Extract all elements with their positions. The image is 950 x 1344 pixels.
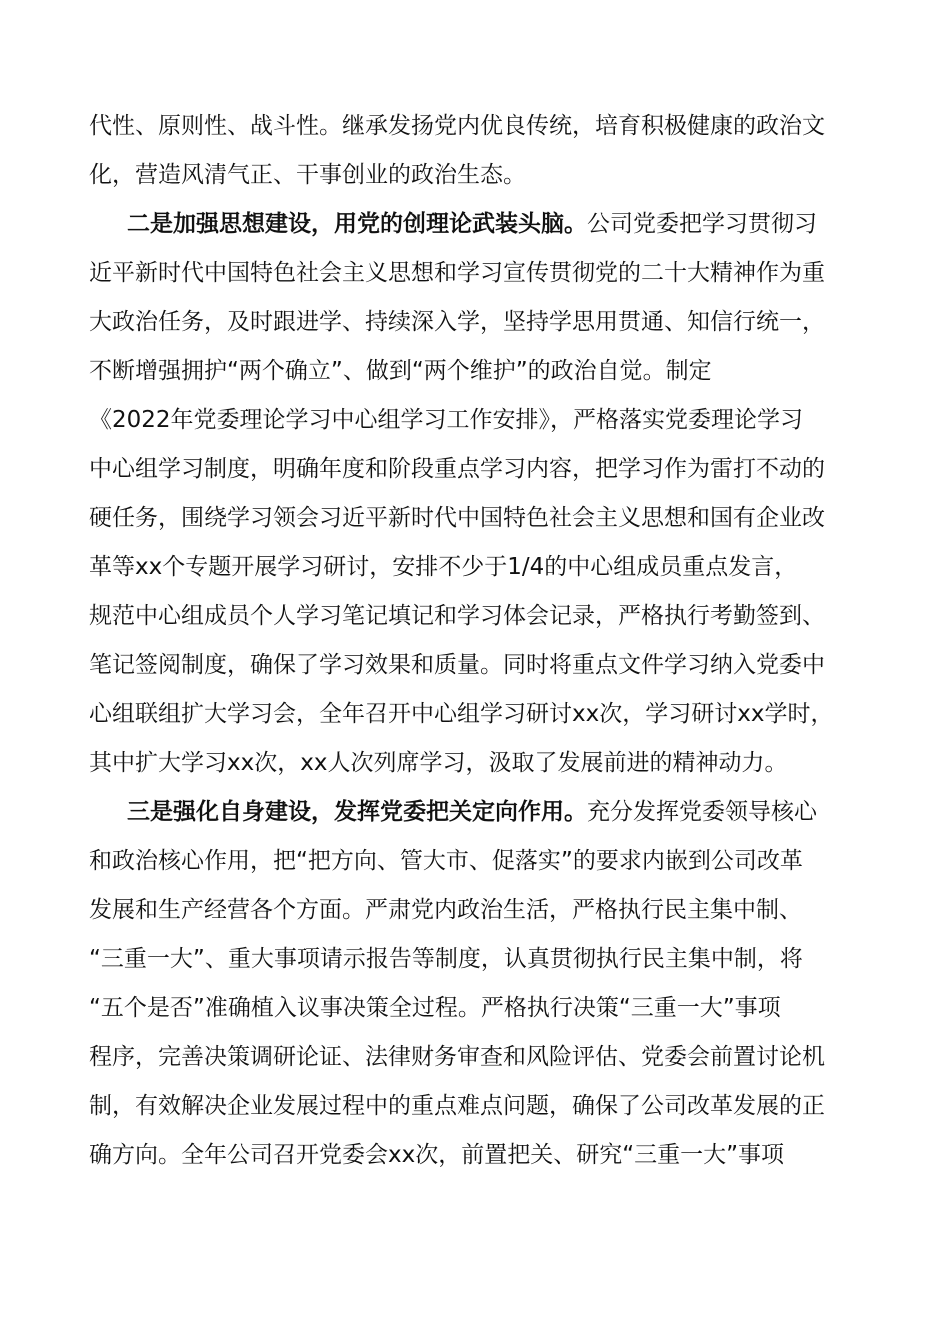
paragraph-1-line-2: 化，营造风清气正、干事创业的政治生态。 [89, 162, 526, 188]
paragraph-2-line-2: 近平新时代中国特色社会主义思想和学习宣传贯彻党的二十大精神作为重 [89, 260, 825, 286]
paragraph-3-line-7: 制，有效解决企业发展过程中的重点难点问题，确保了公司改革发展的正 [89, 1093, 825, 1119]
paragraph-2-line-5: 《2022年党委理论学习中心组学习工作安排》，严格落实党委理论学习 [89, 407, 804, 433]
paragraph-3-line-8: 确方向。全年公司召开党委会xx次，前置把关、研究“三重一大”事项 [89, 1142, 785, 1168]
paragraph-3-line-3: 发展和生产经营各个方面。严肃党内政治生活，严格执行民主集中制、 [89, 897, 802, 923]
paragraph-2-line-8: 革等xx个专题开展学习研讨，安排不少于1/4的中心组成员重点发言， [89, 554, 798, 580]
paragraph-2-line-3: 大政治任务，及时跟进学、持续深入学，坚持学思用贯通、知信行统一， [89, 309, 825, 335]
paragraph-3-first-line-rest: 充分发挥党委领导核心 [587, 799, 817, 825]
paragraph-2-line-9: 规范中心组成员个人学习笔记填记和学习体会记录，严格执行考勤签到、 [89, 603, 825, 629]
paragraph-2-line-11: 心组联组扩大学习会，全年召开中心组学习研讨xx次，学习研讨xx学时， [89, 701, 834, 727]
paragraph-3-line-5: “五个是否”准确植入议事决策全过程。严格执行决策“三重一大”事项 [89, 995, 781, 1021]
paragraph-2-line-12: 其中扩大学习xx次，xx人次列席学习，汲取了发展前进的精神动力。 [89, 750, 788, 776]
paragraph-3-line-4: “三重一大”、重大事项请示报告等制度，认真贯彻执行民主集中制，将 [89, 946, 803, 972]
paragraph-3-line-6: 程序，完善决策调研论证、法律财务审查和风险评估、党委会前置讨论机 [89, 1044, 825, 1070]
paragraph-3-line-2: 和政治核心作用，把“把方向、管大市、促落实”的要求内嵌到公司改革 [89, 848, 803, 874]
paragraph-2-first-line-rest: 公司党委把学习贯彻习 [587, 211, 817, 237]
paragraph-3-line-1 [127, 797, 817, 827]
paragraph-2-line-7: 硬任务，围绕学习领会习近平新时代中国特色社会主义思想和国有企业改 [89, 505, 825, 531]
paragraph-2-line-4: 不断增强拥护“两个确立”、做到“两个维护”的政治自觉。制定 [89, 358, 712, 384]
paragraph-1-line-1: 代性、原则性、战斗性。继承发扬党内优良传统，培育积极健康的政治文 [89, 113, 825, 139]
paragraph-2-line-6: 中心组学习制度，明确年度和阶段重点学习内容，把学习作为雷打不动的 [89, 456, 825, 482]
paragraph-2-line-1 [127, 209, 817, 239]
paragraph-2-heading: 二是加强思想建设，用党的创理论武装头脑。 [127, 211, 587, 237]
paragraph-2-line-10: 笔记签阅制度，确保了学习效果和质量。同时将重点文件学习纳入党委中 [89, 652, 825, 678]
paragraph-3-heading: 三是强化自身建设，发挥党委把关定向作用。 [127, 799, 587, 825]
